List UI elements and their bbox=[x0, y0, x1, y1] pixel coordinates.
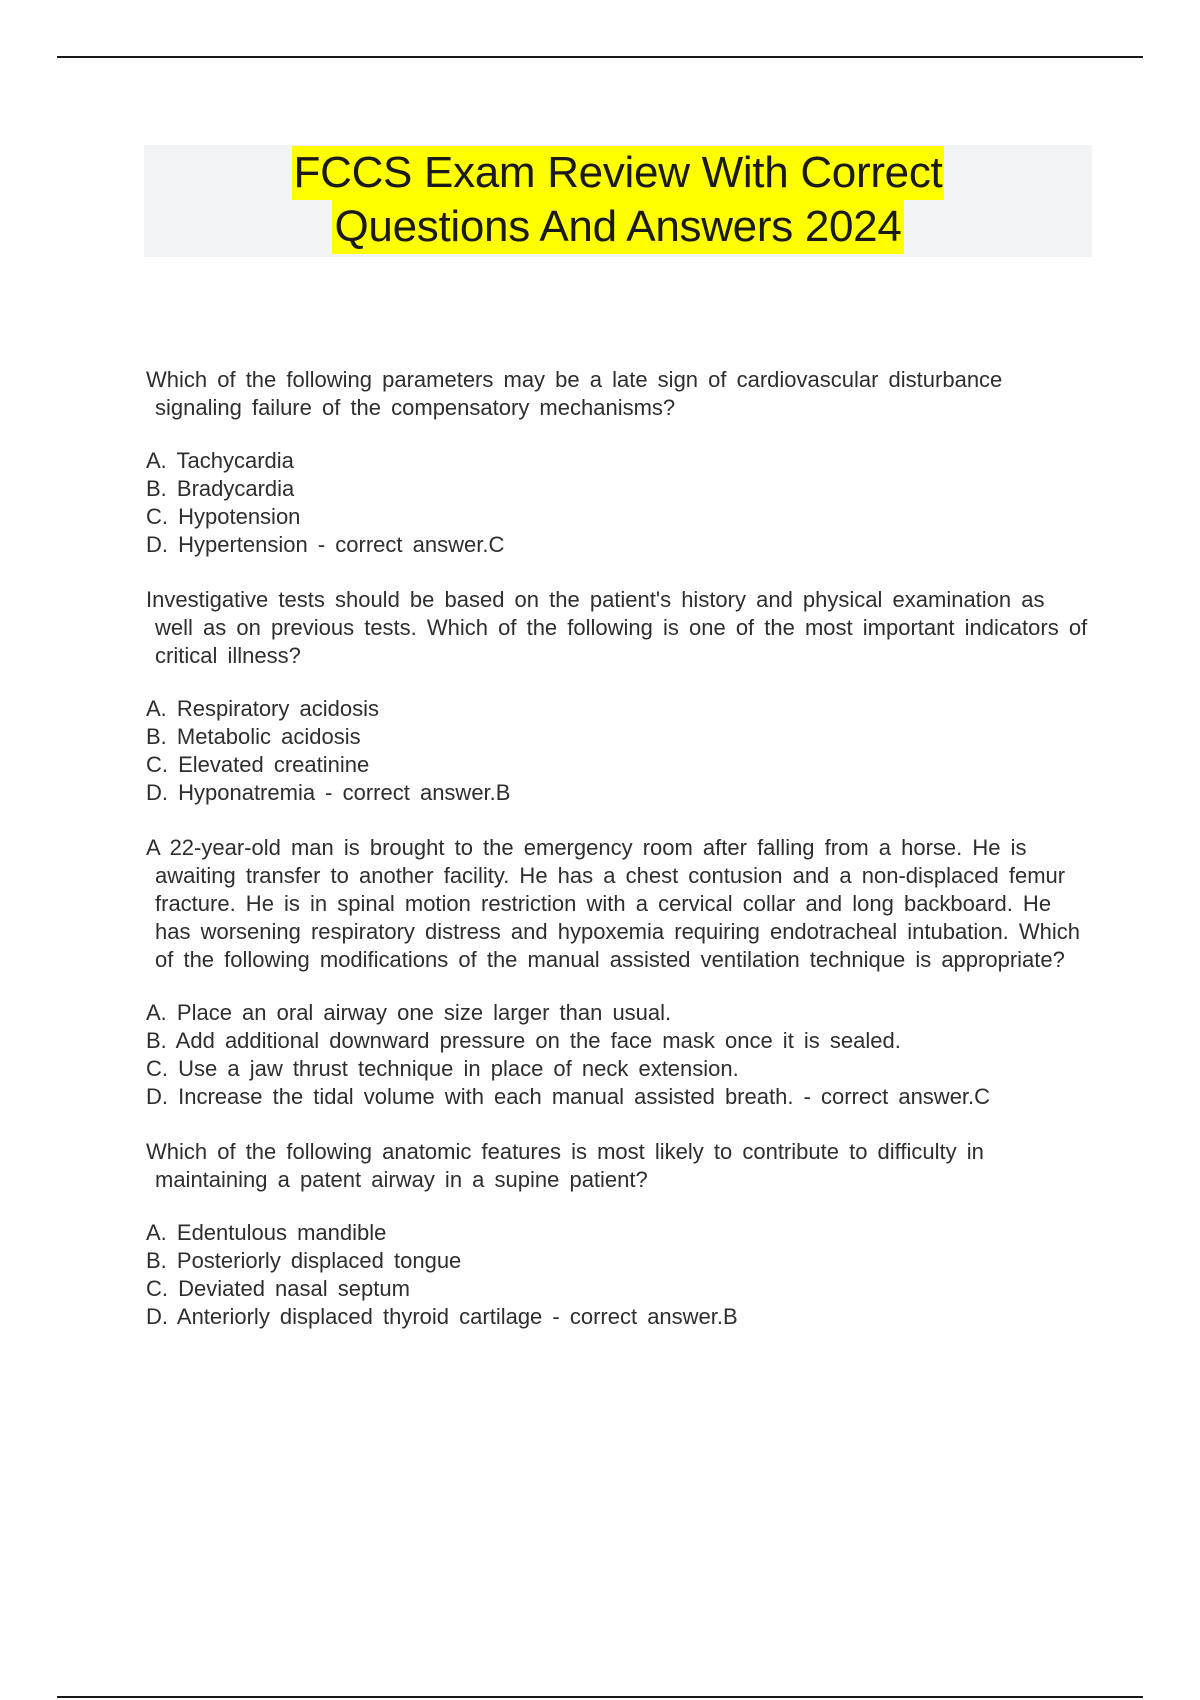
option-c: C. Deviated nasal septum bbox=[146, 1276, 410, 1301]
option-a: A. Edentulous mandible bbox=[146, 1220, 387, 1245]
document-title-line-1: FCCS Exam Review With Correct bbox=[292, 146, 945, 200]
option-a: A. Tachycardia bbox=[146, 448, 294, 473]
answer-options bbox=[146, 695, 1090, 807]
answer-options bbox=[146, 1219, 1090, 1331]
question-text: Which of the following anatomic features is most likely to contribute to difficulty in maintaining a patent airway in a supine patient? bbox=[146, 1139, 984, 1192]
bottom-rule bbox=[57, 1696, 1143, 1698]
answer-options bbox=[146, 999, 1090, 1111]
option-c: C. Hypotension bbox=[146, 504, 301, 529]
question-block-4 bbox=[146, 1138, 1090, 1331]
option-b: B. Metabolic acidosis bbox=[146, 724, 361, 749]
option-c: C. Use a jaw thrust technique in place of neck extension. bbox=[146, 1056, 739, 1081]
option-d: D. Anteriorly displaced thyroid cartilage - correct answer.B bbox=[146, 1304, 738, 1329]
document-title-line-2: Questions And Answers 2024 bbox=[332, 200, 903, 254]
option-b: B. Add additional downward pressure on the face mask once it is sealed. bbox=[146, 1028, 901, 1053]
option-b: B. Posteriorly displaced tongue bbox=[146, 1248, 462, 1273]
option-d: D. Hypertension - correct answer.C bbox=[146, 532, 505, 557]
option-d: D. Increase the tidal volume with each manual assisted breath. - correct answer.C bbox=[146, 1084, 991, 1109]
questions-content bbox=[146, 366, 1090, 1358]
answer-options bbox=[146, 447, 1090, 559]
question-text: Which of the following parameters may be a late sign of cardiovascular disturbance signaling failure of the compensatory mechanisms? bbox=[146, 367, 1003, 420]
option-d: D. Hyponatremia - correct answer.B bbox=[146, 780, 511, 805]
question-block-2 bbox=[146, 586, 1090, 807]
title-box bbox=[144, 145, 1092, 257]
question-block-3 bbox=[146, 834, 1090, 1111]
option-c: C. Elevated creatinine bbox=[146, 752, 370, 777]
option-a: A. Respiratory acidosis bbox=[146, 696, 379, 721]
question-text: Investigative tests should be based on the patient's history and physical examination as well as on previous tests. Which of the following is one of the most important indicators of critical illness? bbox=[146, 587, 1088, 668]
question-text: A 22-year-old man is brought to the emergency room after falling from a horse. He is awaiting transfer to another facility. He has a chest contusion and a non-displaced femur fracture. He is in spinal motion restriction with a cervical collar and long backboard. He has worsening respiratory distress and hypoxemia requiring endotracheal intubation. Which of the following modifications of the manual assisted ventilation technique is appropriate? bbox=[146, 835, 1081, 972]
option-a: A. Place an oral airway one size larger than usual. bbox=[146, 1000, 672, 1025]
top-rule bbox=[57, 56, 1143, 58]
question-block-1 bbox=[146, 366, 1090, 559]
option-b: B. Bradycardia bbox=[146, 476, 295, 501]
